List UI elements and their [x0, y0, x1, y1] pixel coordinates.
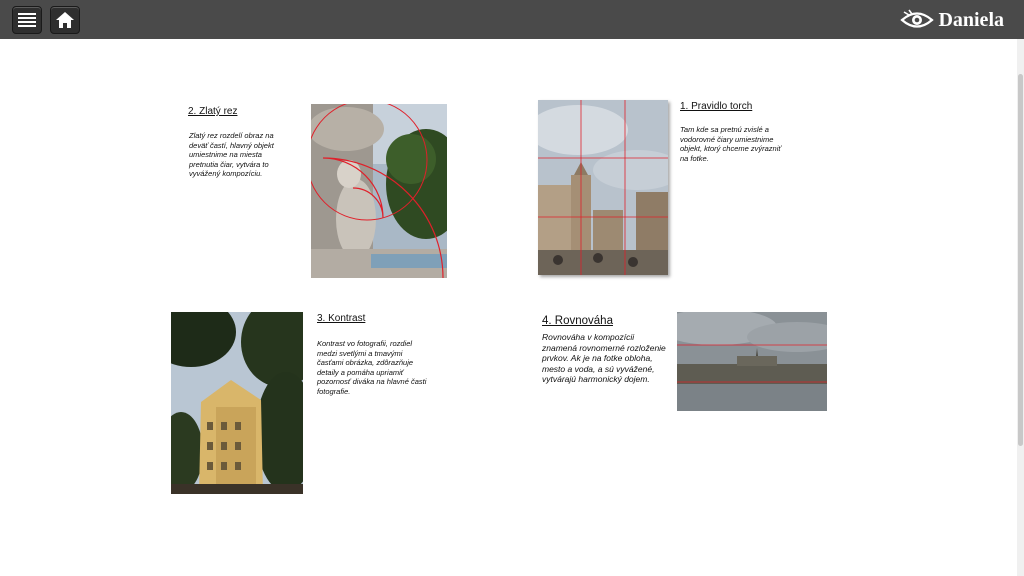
- balance-text: Rovnováha v kompozícii znamená rovnomerné rozloženie prvkov. Ak je na fotke obloha, mesto a voda, a sú vyvážené, vytvárajú harmonický dojem.: [542, 332, 666, 384]
- rule-of-thirds-text: Tam kde sa pretnú zvislé a vodorovné čiary umiestnime objekt, ktorý chceme zvýrazniť na fotke.: [680, 125, 782, 163]
- balance-photo: [677, 312, 827, 411]
- menu-icon: [15, 8, 39, 32]
- brand-name: Daniela: [938, 8, 1004, 31]
- balance-title: 4. Rovnováha: [542, 315, 613, 327]
- scrollbar-thumb[interactable]: [1018, 74, 1023, 446]
- top-bar: [0, 0, 1024, 39]
- home-button[interactable]: [50, 6, 80, 34]
- brand-logo[interactable]: [900, 8, 1004, 32]
- rule-of-thirds-title: 1. Pravidlo torch: [680, 101, 753, 112]
- contrast-title: 3. Kontrast: [317, 313, 366, 324]
- contrast-photo: [171, 312, 303, 494]
- golden-ratio-title: 2. Zlatý rez: [188, 106, 238, 117]
- eye-icon: [900, 9, 934, 31]
- home-icon: [53, 8, 77, 32]
- contrast-text: Kontrast vo fotografii, rozdiel medzi svetlými a tmavými časťami obrázka, zdôrazňuje detaily a pomáha upriamiť pozornosť diváka na hlavné časti fotografie.: [317, 339, 427, 396]
- golden-ratio-photo: [311, 104, 447, 278]
- menu-button[interactable]: [12, 6, 42, 34]
- rule-of-thirds-photo: [538, 100, 668, 275]
- golden-ratio-text: Zlatý rez rozdelí obraz na deväť častí, hlavný objekt umiestnime na miesta pretnutia čiar, vytvára to vyvážený kompozíciu.: [189, 131, 274, 178]
